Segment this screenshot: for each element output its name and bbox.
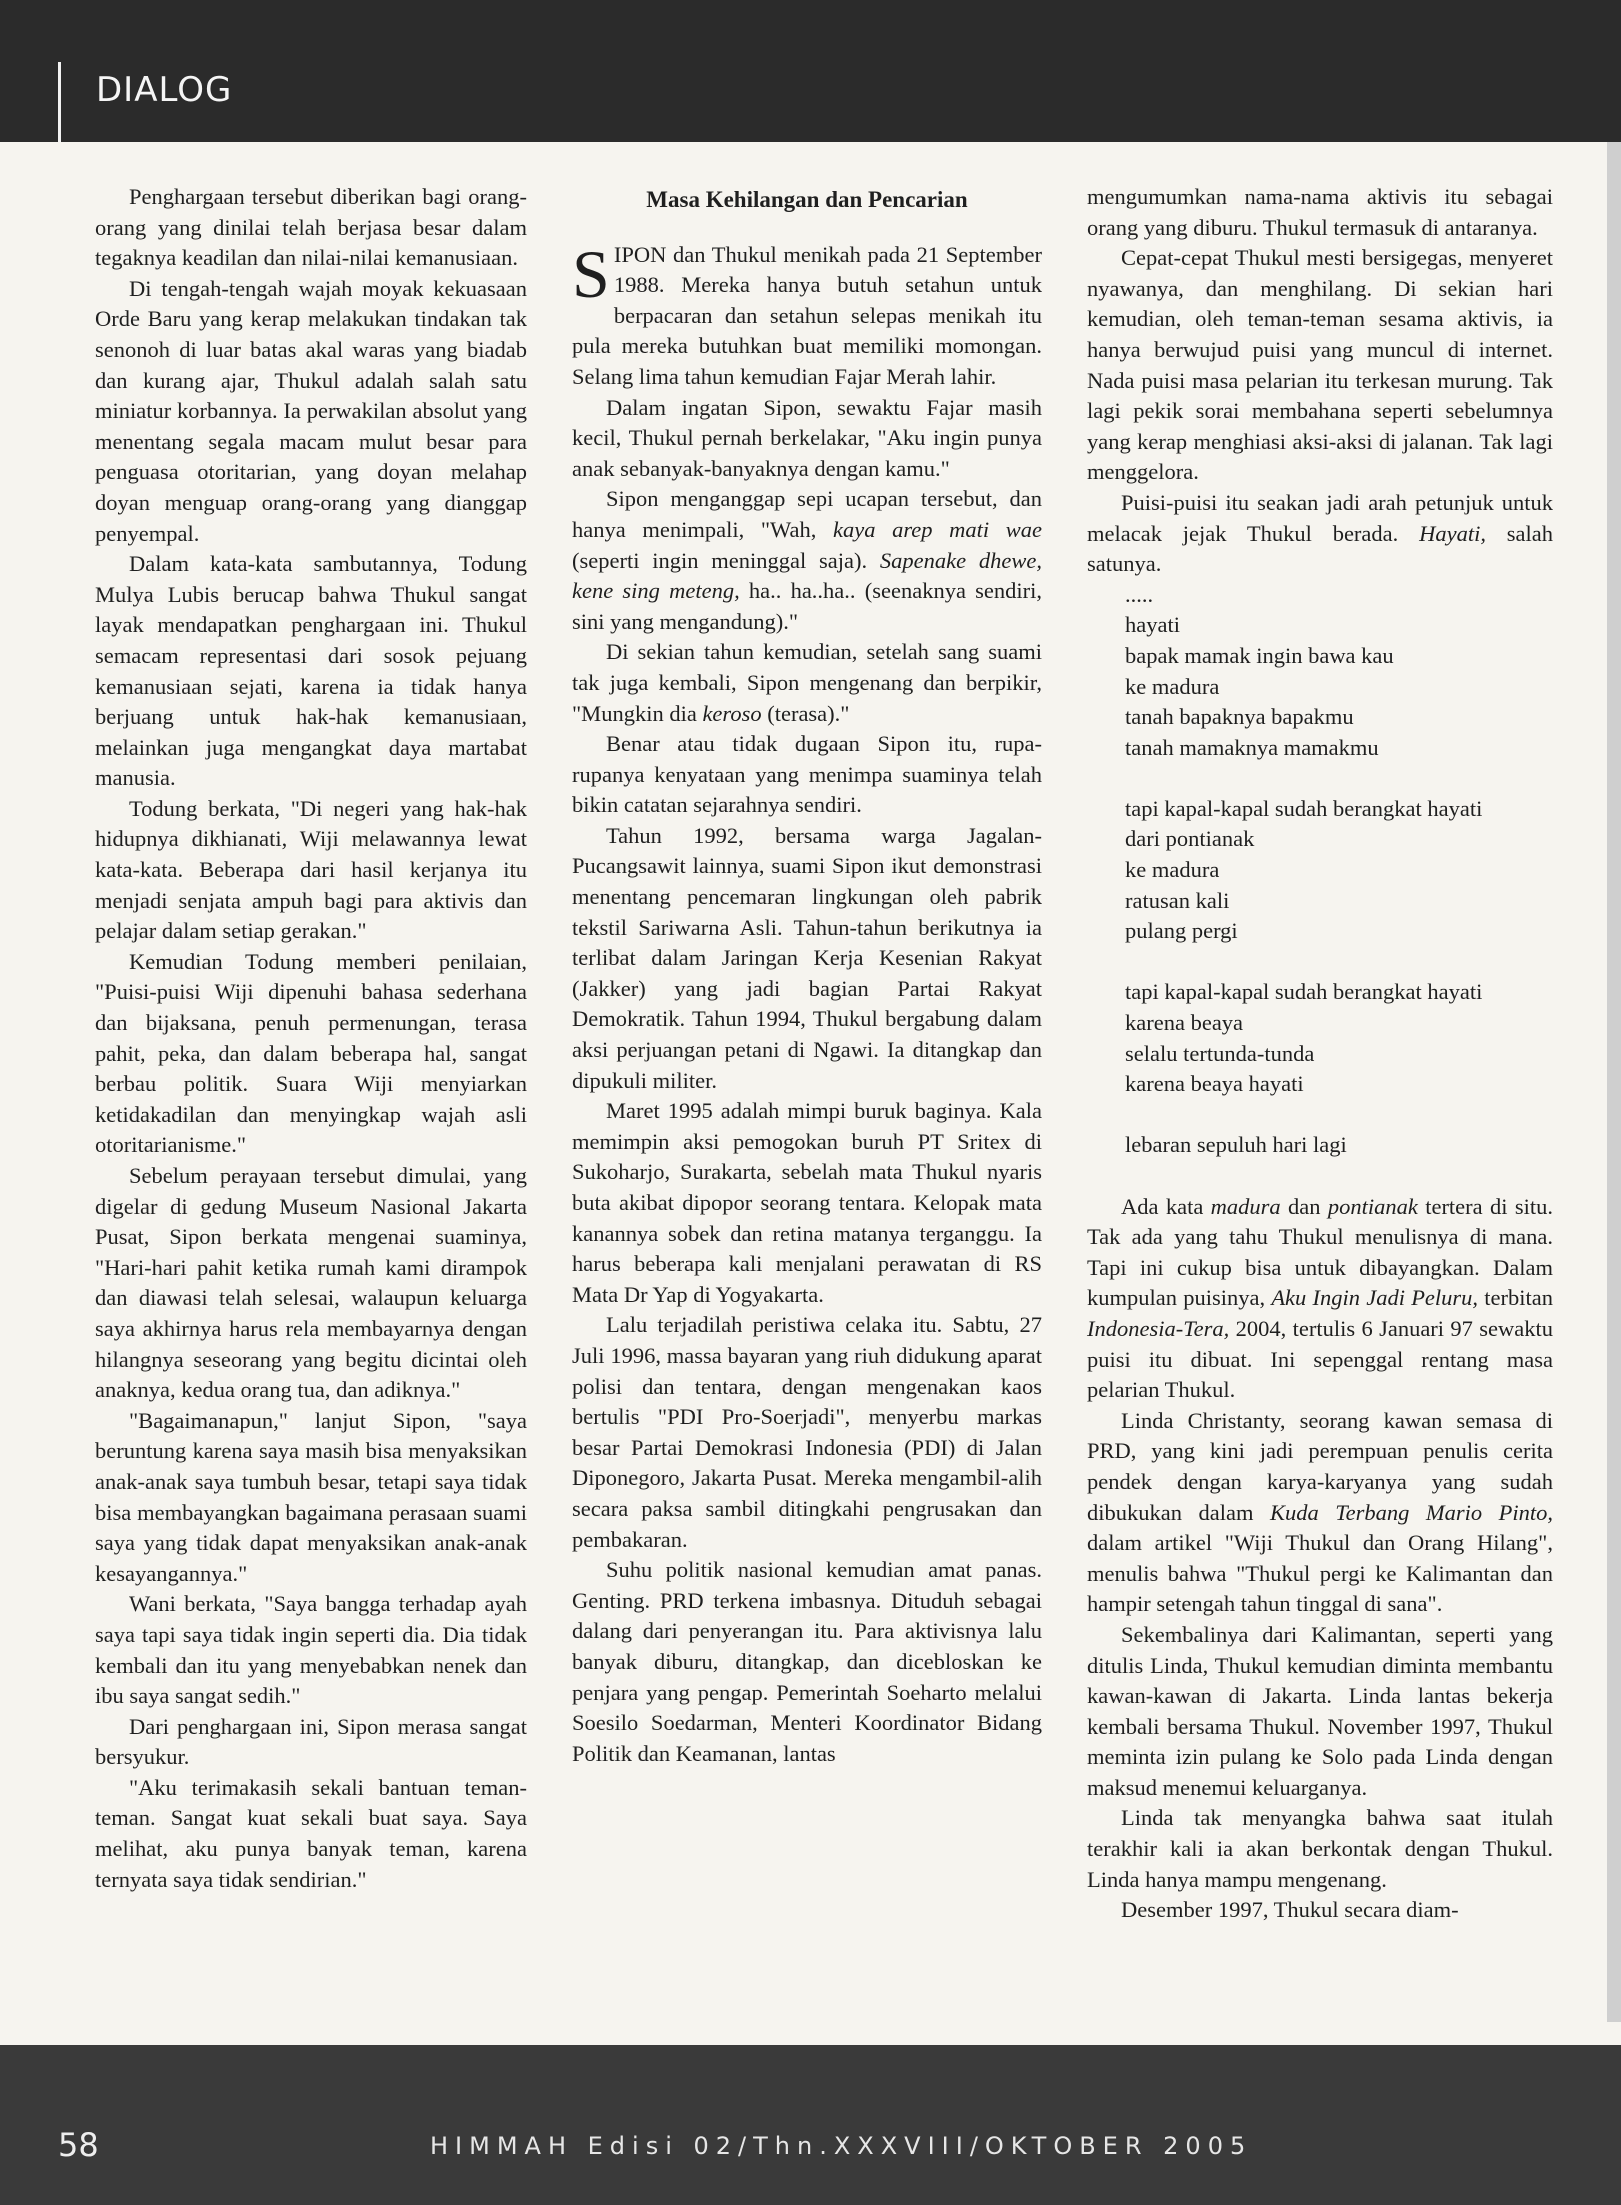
- paragraph: Suhu politik nasional kemudian amat panas. Genting. PRD terkena imbasnya. Dituduh sebagai dalang dari penyerangan itu. Para aktivisnya lalu banyak diburu, ditangkap, dan dicebloskan ke penjara yang pengap. Pemerintah Soeharto melalui Soesilo Soedarman, Menteri Koordinator Bidang Politik dan Keamanan, lantas: [572, 1557, 1042, 1766]
- paragraph: Lalu terjadilah peristiwa celaka itu. Sabtu, 27 Juli 1996, massa bayaran yang riuh didukung aparat polisi dan tentara, dengan mengenakan kaos bertulis "PDI Pro-Soerjadi", menyerbu markas besar Partai Demokrasi Indonesia (PDI) di Jalan Diponegoro, Jakarta Pusat. Mereka mengambil-alih secara paksa sambil ditingkahi pengrusakan dan pembakaran.: [572, 1312, 1042, 1552]
- paragraph: Linda Christanty, seorang kawan semasa di PRD, yang kini jadi perempuan penulis cerita pendek dengan karya-karyanya yang sudah dibukukan dalam Kuda Terbang Mario Pinto, dalam artikel "Wiji Thukul dan Orang Hilang", menulis bahwa "Thukul pergi ke Kalimantan dan hampir setengah tahun tinggal di sana".: [1087, 1407, 1553, 1617]
- paragraph: Puisi-puisi itu seakan jadi arah petunjuk untuk melacak jejak Thukul berada. Hayati, salah satunya.: [1087, 489, 1553, 577]
- article-column-3: [1087, 182, 1553, 1926]
- header-rule: [58, 62, 61, 142]
- paragraph: Desember 1997, Thukul secara diam-: [1121, 1897, 1459, 1923]
- drop-cap: S: [572, 235, 610, 312]
- poem-line: ke madura: [1125, 857, 1220, 883]
- poem-line: ratusan kali: [1125, 887, 1230, 913]
- footer-band: [0, 2045, 1621, 2205]
- poem-line: hayati: [1125, 612, 1180, 638]
- paragraph: Linda tak menyangka bahwa saat itulah terakhir kali ia akan berkontak dengan Thukul. Linda hanya mampu mengenang.: [1087, 1805, 1553, 1892]
- page-number: 58: [58, 2126, 99, 2164]
- paragraph: "Aku terimakasih sekali bantuan teman-teman. Sangat kuat sekali buat saya. Saya melihat, aku punya banyak teman, karena ternyata saya tidak sendirian.": [95, 1774, 527, 1892]
- poem-line: tanah bapaknya bapakmu: [1125, 704, 1354, 730]
- paragraph: Todung berkata, "Di negeri yang hak-hak hidupnya dikhianati, Wiji melawannya lewat kata-kata. Beberapa dari hasil kerjanya itu menjadi senjata ampuh bagi para aktivis dan pelajar dalam setiap gerakan.": [95, 795, 527, 944]
- article-column-2: [572, 182, 1042, 1769]
- section-label: DIALOG: [96, 70, 233, 110]
- poem-line: tanah mamaknya mamakmu: [1125, 734, 1379, 760]
- poem-line: bapak mamak ingin bawa kau: [1125, 642, 1394, 668]
- paragraph: Kemudian Todung memberi penilaian, "Puisi-puisi Wiji dipenuhi bahasa sederhana dan bijaksana, penuh permenungan, terasa pahit, peka, dan dalam beberapa hal, sangat berbau politik. Suara Wiji menyiarkan ketidakadilan dan menyingkap wajah asli otoritarianisme.": [95, 948, 527, 1158]
- paragraph: Ada kata madura dan pontianak tertera di situ. Tak ada yang tahu Thukul menulisnya di mana. Tapi ini cukup bisa untuk dibayangkan. Dalam kumpulan puisinya, Aku Ingin Jadi Peluru, terbitan Indonesia-Tera, 2004, tertulis 6 Januari 97 sewaktu puisi itu dibuat. Ini sepenggal rentang masa pelarian Thukul.: [1087, 1193, 1554, 1403]
- poem-line: selalu tertunda-tunda: [1125, 1040, 1315, 1066]
- paragraph: Dalam kata-kata sambutannya, Todung Mulya Lubis berucap bahwa Thukul sangat layak mendapatkan penghargaan ini. Thukul semacam representasi dari sosok pejuang kemanusiaan sejati, karena ia tidak hanya berjuang untuk hak-hak kemanusiaan, melainkan juga mengangkat daya martabat manusia.: [95, 551, 527, 791]
- poem-line: tapi kapal-kapal sudah berangkat hayati: [1125, 795, 1483, 821]
- paragraph: Maret 1995 adalah mimpi buruk baginya. Kala memimpin aksi pemogokan buruh PT Sritex di Sukoharjo, Surakarta, sebelah mata Thukul nyaris buta akibat dipopor seorang tentara. Kelopak mata kanannya sobek dan retina matanya terganggu. Ia harus beberapa kali menjalani perawatan di RS Mata Dr Yap di Yogyakarta.: [572, 1098, 1042, 1307]
- paragraph: "Bagaimanapun," lanjut Sipon, "saya beruntung karena saya masih bisa menyaksikan anak-anak saya tumbuh besar, tetapi saya tidak bisa membayangkan bagaimana perasaan suami saya yang tidak dapat menyaksikan anak-anak kesayangannya.": [95, 1407, 527, 1586]
- header-band: [0, 0, 1621, 142]
- poem: [1125, 580, 1553, 1192]
- paragraph: Dalam ingatan Sipon, sewaktu Fajar masih kecil, Thukul pernah berkelakar, "Aku ingin punya anak sebanyak-banyaknya dengan kamu.": [572, 394, 1042, 481]
- paragraph: mengumumkan nama-nama aktivis itu sebagai orang yang diburu. Thukul termasuk di antaranya.: [1087, 184, 1553, 240]
- poem-line: karena beaya hayati: [1125, 1071, 1304, 1097]
- paragraph: Sebelum perayaan tersebut dimulai, yang digelar di gedung Museum Nasional Jakarta Pusat, Sipon berkata mengenai suaminya, "Hari-hari pahit ketika rumah kami dirampok dan diawasi telah selesai, walaupun keluarga saya akhirnya harus rela membayarnya dengan hilangnya seseorang yang begitu dicintai oleh anaknya, kedua orang tua, dan adiknya.": [95, 1163, 527, 1403]
- paragraph: Di sekian tahun kemudian, setelah sang suami tak juga kembali, Sipon mengenang dan berpikir, "Mungkin dia keroso (terasa).": [572, 639, 1042, 726]
- paragraph: Di tengah-tengah wajah moyak kekuasaan Orde Baru yang kerap melakukan tindakan tak senonoh di luar batas akal waras yang biadab dan kurang ajar, Thukul adalah salah satu miniatur korbannya. Ia perwakilan absolut yang menentang segala macam mulut besar para penguasa otoritarian, yang doyan melahap doyan menguap orang-orang yang dianggap penyempal.: [95, 275, 527, 546]
- poem-line: tapi kapal-kapal sudah berangkat hayati: [1125, 979, 1483, 1005]
- paragraph: Dari penghargaan ini, Sipon merasa sangat bersyukur.: [95, 1713, 527, 1770]
- paragraph: Tahun 1992, bersama warga Jagalan-Pucangsawit lainnya, suami Sipon ikut demonstrasi menentang pencemaran lingkungan oleh pabrik tekstil Sariwarna Asli. Tahun-tahun berikutnya ia terlibat dalam Jaringan Kerja Kesenian Rakyat (Jakker) yang jadi bagian Partai Rakyat Demokratik. Tahun 1994, Thukul bergabung dalam aksi perjuangan petani di Ngawi. Ia ditangkap dan dipukuli militer.: [572, 822, 1042, 1093]
- page-edge-shadow: [1607, 142, 1621, 2022]
- paragraph: Sipon menganggap sepi ucapan tersebut, dan hanya menimpali, "Wah, kaya arep mati wae (seperti ingin meninggal saja). Sapenake dhewe, kene sing meteng, ha.. ha..ha.. (seenaknya sendiri, sini yang mengandung).": [572, 486, 1042, 634]
- paragraph: Penghargaan tersebut diberikan bagi orang-orang yang dinilai telah berjasa besar dalam tegaknya keadilan dan nilai-nilai kemanusiaan.: [95, 184, 527, 271]
- paragraph: Sekembalinya dari Kalimantan, seperti yang ditulis Linda, Thukul kemudian diminta membantu kawan-kawan di Jakarta. Linda lantas bekerja kembali bersama Thukul. November 1997, Thukul meminta izin pulang ke Solo pada Linda dengan maksud menemui keluarganya.: [1087, 1621, 1553, 1800]
- paragraph: Wani berkata, "Saya bangga terhadap ayah saya tapi saya tidak ingin seperti dia. Dia tidak kembali dan itu yang menyebabkan nenek dan ibu saya sangat sedih.": [95, 1591, 527, 1709]
- paragraph: Cepat-cepat Thukul mesti bersigegas, menyeret nyawanya, dan menghilang. Di sekian hari kemudian, oleh teman-teman sesama aktivis, ia hanya berwujud puisi yang muncul di internet. Nada puisi masa pelarian itu terkesan murung. Tak lagi pekik sorai membahana seperti sebelumnya yang kerap menghiasi aksi-aksi di jalanan. Tak lagi menggelora.: [1087, 245, 1553, 485]
- poem-line: lebaran sepuluh hari lagi: [1125, 1132, 1347, 1158]
- publication-info: HIMMAH Edisi 02/Thn.XXXVIII/OKTOBER 2005: [430, 2132, 1253, 2160]
- poem-line: .....: [1125, 581, 1154, 607]
- poem-line: pulang pergi: [1125, 918, 1238, 944]
- poem-line: karena beaya: [1125, 1010, 1244, 1036]
- paragraph: SIPON dan Thukul menikah pada 21 September 1988. Mereka hanya butuh setahun untuk berpacaran dan setahun selepas menikah itu pula mereka butuhkan buat memiliki momongan. Selang lima tahun kemudian Fajar Merah lahir.: [572, 235, 1042, 389]
- paragraph: Benar atau tidak dugaan Sipon itu, rupa-rupanya kenyataan yang menimpa suaminya telah bikin catatan sejarahnya sendiri.: [572, 731, 1042, 818]
- poem-line: dari pontianak: [1125, 826, 1255, 852]
- section-heading: Masa Kehilangan dan Pencarian: [646, 187, 968, 212]
- article-column-1: [95, 182, 527, 1895]
- poem-line: ke madura: [1125, 673, 1220, 699]
